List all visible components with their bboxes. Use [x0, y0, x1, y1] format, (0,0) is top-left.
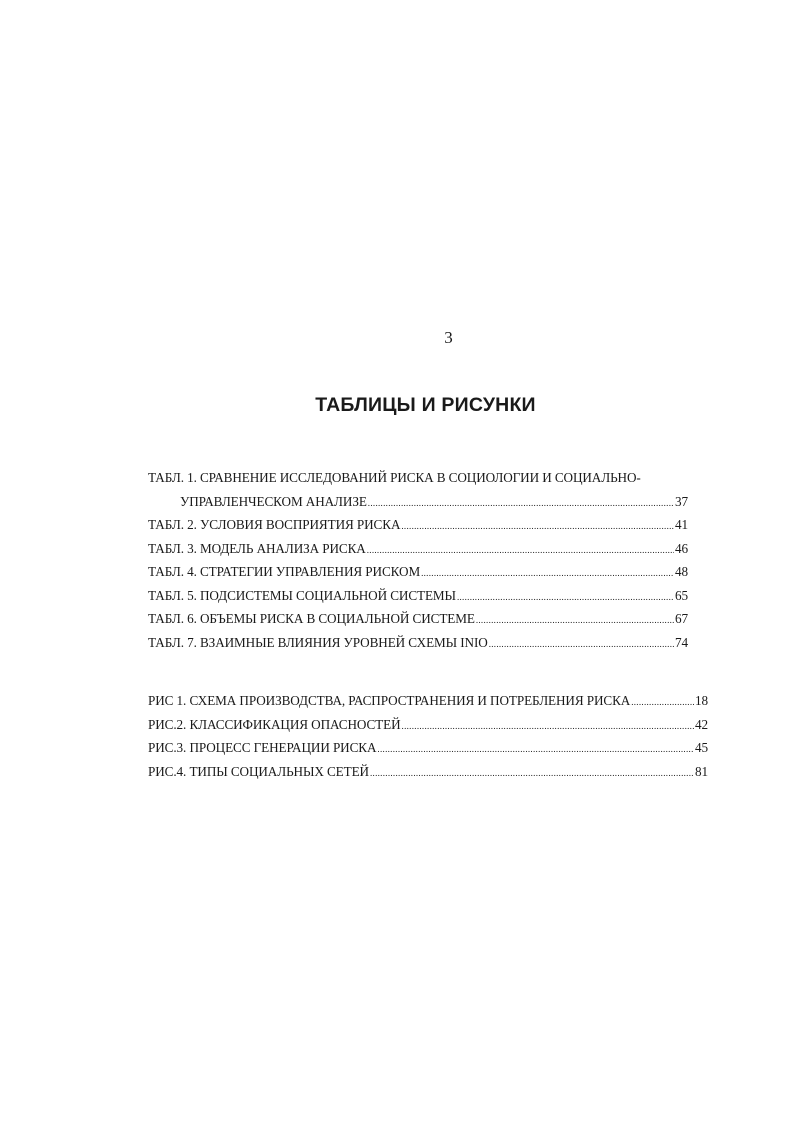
dot-leader — [370, 760, 694, 786]
dot-leader — [457, 584, 674, 610]
toc-entry-label: ТАБЛ. 5. ПОДСИСТЕМЫ СОЦИАЛЬНОЙ СИСТЕМЫ — [148, 587, 456, 603]
toc-figure-1[interactable] — [148, 689, 708, 713]
toc-entry-label: ТАБЛ. 2. УСЛОВИЯ ВОСПРИЯТИЯ РИСКА — [148, 517, 401, 532]
toc-table-1-first-line: ТАБЛ. 1. СРАВНЕНИЕ ИССЛЕДОВАНИЙ РИСКА В СОЦИОЛОГИИ И СОЦИАЛЬНО- — [148, 470, 641, 485]
toc-table-5[interactable] — [148, 584, 688, 608]
page-title: ТАБЛИЦЫ И РИСУНКИ — [315, 394, 536, 416]
toc-entry-page: 45 — [695, 740, 708, 755]
tables-list — [148, 466, 688, 654]
toc-entry-page: 42 — [695, 716, 708, 732]
page-number: 3 — [444, 328, 453, 347]
toc-entry-page: 67 — [675, 611, 688, 626]
toc-entry-page: 37 — [675, 493, 688, 509]
dot-leader — [368, 490, 674, 516]
toc-figure-3[interactable] — [148, 736, 708, 760]
toc-entry-label: РИС.4. ТИПЫ СОЦИАЛЬНЫХ СЕТЕЙ — [148, 763, 369, 779]
toc-entry-label: РИС.2. КЛАССИФИКАЦИЯ ОПАСНОСТЕЙ — [148, 716, 401, 732]
dot-leader — [631, 689, 694, 715]
dot-leader — [421, 560, 674, 586]
dot-leader — [401, 513, 674, 539]
toc-entry-page: 18 — [695, 693, 708, 708]
toc-table-7[interactable] — [148, 631, 688, 655]
toc-table-4[interactable] — [148, 560, 688, 584]
toc-entry-label: ТАБЛ. 3. МОДЕЛЬ АНАЛИЗА РИСКА — [148, 540, 366, 556]
toc-entry-page: 81 — [695, 763, 708, 779]
toc-entry-label: ТАБЛ. 6. ОБЪЕМЫ РИСКА В СОЦИАЛЬНОЙ СИСТЕМЕ — [148, 611, 475, 626]
toc-table-3[interactable] — [148, 537, 688, 561]
toc-entry-label: РИС 1. СХЕМА ПРОИЗВОДСТВА, РАСПРОСТРАНЕНИЯ И ПОТРЕБЛЕНИЯ РИСКА — [148, 693, 631, 708]
dot-leader — [377, 736, 694, 762]
toc-table-2[interactable] — [148, 513, 688, 537]
toc-table-6[interactable] — [148, 607, 688, 631]
toc-entry-page: 46 — [675, 540, 688, 556]
figures-list — [148, 689, 708, 783]
dot-leader — [402, 713, 694, 739]
toc-entry-label: РИС.3. ПРОЦЕСС ГЕНЕРАЦИИ РИСКА — [148, 740, 377, 755]
dot-leader — [489, 631, 674, 657]
toc-entry-page: 41 — [675, 517, 688, 532]
dot-leader — [476, 607, 674, 633]
dot-leader — [367, 537, 674, 563]
toc-entry-page: 65 — [675, 587, 688, 603]
toc-entry-label: УПРАВЛЕНЧЕСКОМ АНАЛИЗЕ — [180, 493, 367, 509]
toc-entry-page: 48 — [675, 564, 688, 579]
toc-entry-label: ТАБЛ. 7. ВЗАИМНЫЕ ВЛИЯНИЯ УРОВНЕЙ СХЕМЫ INIO — [148, 634, 488, 650]
toc-figure-2[interactable] — [148, 713, 708, 737]
toc-table-1[interactable] — [148, 490, 688, 514]
toc-entry-page: 74 — [675, 634, 688, 650]
toc-figure-4[interactable] — [148, 760, 708, 784]
toc-entry-label: ТАБЛ. 4. СТРАТЕГИИ УПРАВЛЕНИЯ РИСКОМ — [148, 564, 421, 579]
